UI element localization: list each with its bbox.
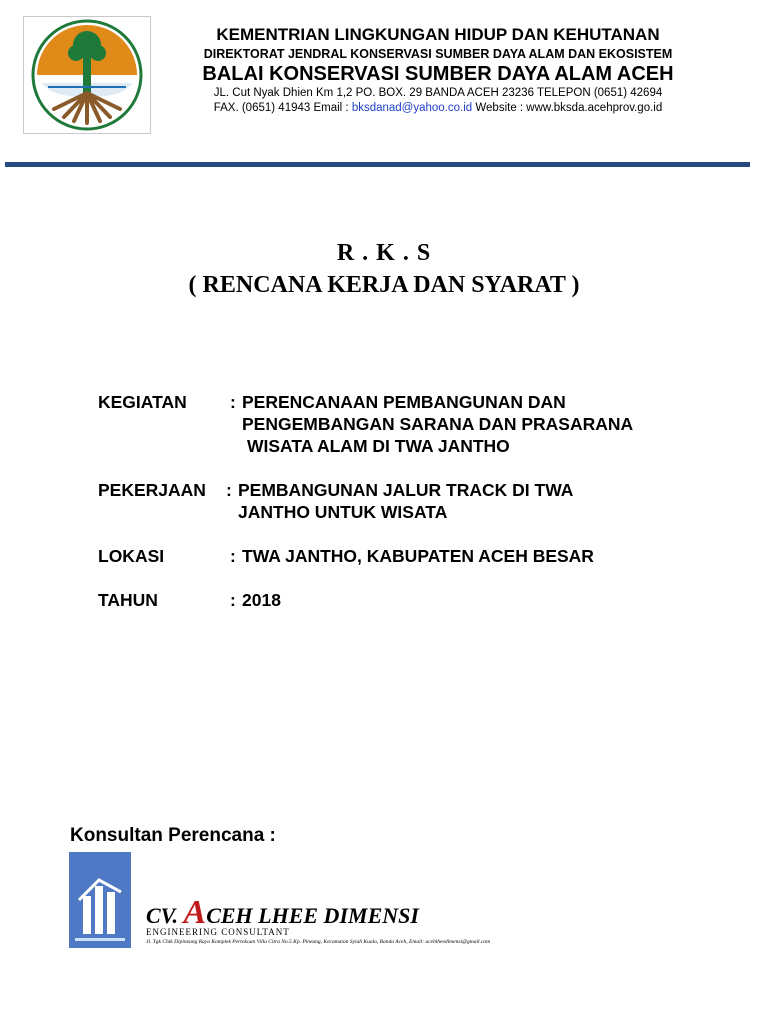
document-title-full: ( RENCANA KERJA DAN SYARAT ) [188,272,580,298]
kegiatan-colon: : [230,392,236,412]
lokasi-label: LOKASI [98,546,165,566]
kegiatan-value-3: WISATA ALAM DI TWA JANTHO [247,436,510,456]
tahun-label: TAHUN [98,590,158,610]
lokasi-value: TWA JANTHO, KABUPATEN ACEH BESAR [242,546,594,566]
email-link[interactable]: bksdanad@yahoo.co.id [351,102,473,114]
ministry-emblem-icon [24,17,150,133]
consultant-name-rest: CEH LHEE DIMENSI [206,903,419,928]
address-line: JL. Cut Nyak Dhien Km 1,2 PO. BOX. 29 BANDA ACEH 23236 TELEPON (0651) 42694 [213,87,663,99]
ministry-name: KEMENTRIAN LINGKUNGAN HIDUP DAN KEHUTANAN [216,25,660,44]
consultant-logo [69,852,131,948]
header-divider [5,162,750,167]
contact-line [158,102,718,114]
consultant-subtitle: ENGINEERING CONSULTANT [146,927,290,937]
consultant-name-initial: A [183,894,207,931]
ministry-logo [23,16,151,134]
field-tahun [98,589,738,611]
document-title-abbr: R . K . S [336,240,432,266]
kegiatan-value-1: PERENCANAAN PEMBANGUNAN DAN [242,392,566,412]
directorate-name: DIREKTORAT JENDRAL KONSERVASI SUMBER DAYA ALAM DAN EKOSISTEM [203,47,673,61]
website-text: Website : www.bksda.acehprov.go.id [472,102,663,114]
field-lokasi [98,545,738,567]
tahun-value: 2018 [242,590,281,610]
field-pekerjaan [98,479,738,525]
pekerjaan-value-1: PEMBANGUNAN JALUR TRACK DI TWA [238,480,574,500]
kegiatan-label: KEGIATAN [98,392,187,412]
fax-text: FAX. (0651) 41943 Email : [213,102,352,114]
building-icon [69,852,131,948]
pekerjaan-value-2: JANTHO UNTUK WISATA [238,502,448,522]
field-kegiatan [98,391,738,459]
pekerjaan-colon: : [226,480,232,500]
pekerjaan-label: PEKERJAAN [98,480,206,500]
lokasi-colon: : [230,546,236,566]
consultant-heading: Konsultan Perencana : [70,825,276,846]
tahun-colon: : [230,590,236,610]
consultant-address: Jl. Tgk Chik Dipineung Raya Komplek Pertokoan Villa Citra No.5 Kp. Pineung, Kecamatan Syiah Kuala, Banda Aceh, Email: acehlheedimensi@gmail.com [146,939,491,945]
consultant-name-prefix: CV. [146,903,184,928]
kegiatan-value-2: PENGEMBANGAN SARANA DAN PRASARANA [242,414,634,434]
office-name: BALAI KONSERVASI SUMBER DAYA ALAM ACEH [202,63,674,85]
